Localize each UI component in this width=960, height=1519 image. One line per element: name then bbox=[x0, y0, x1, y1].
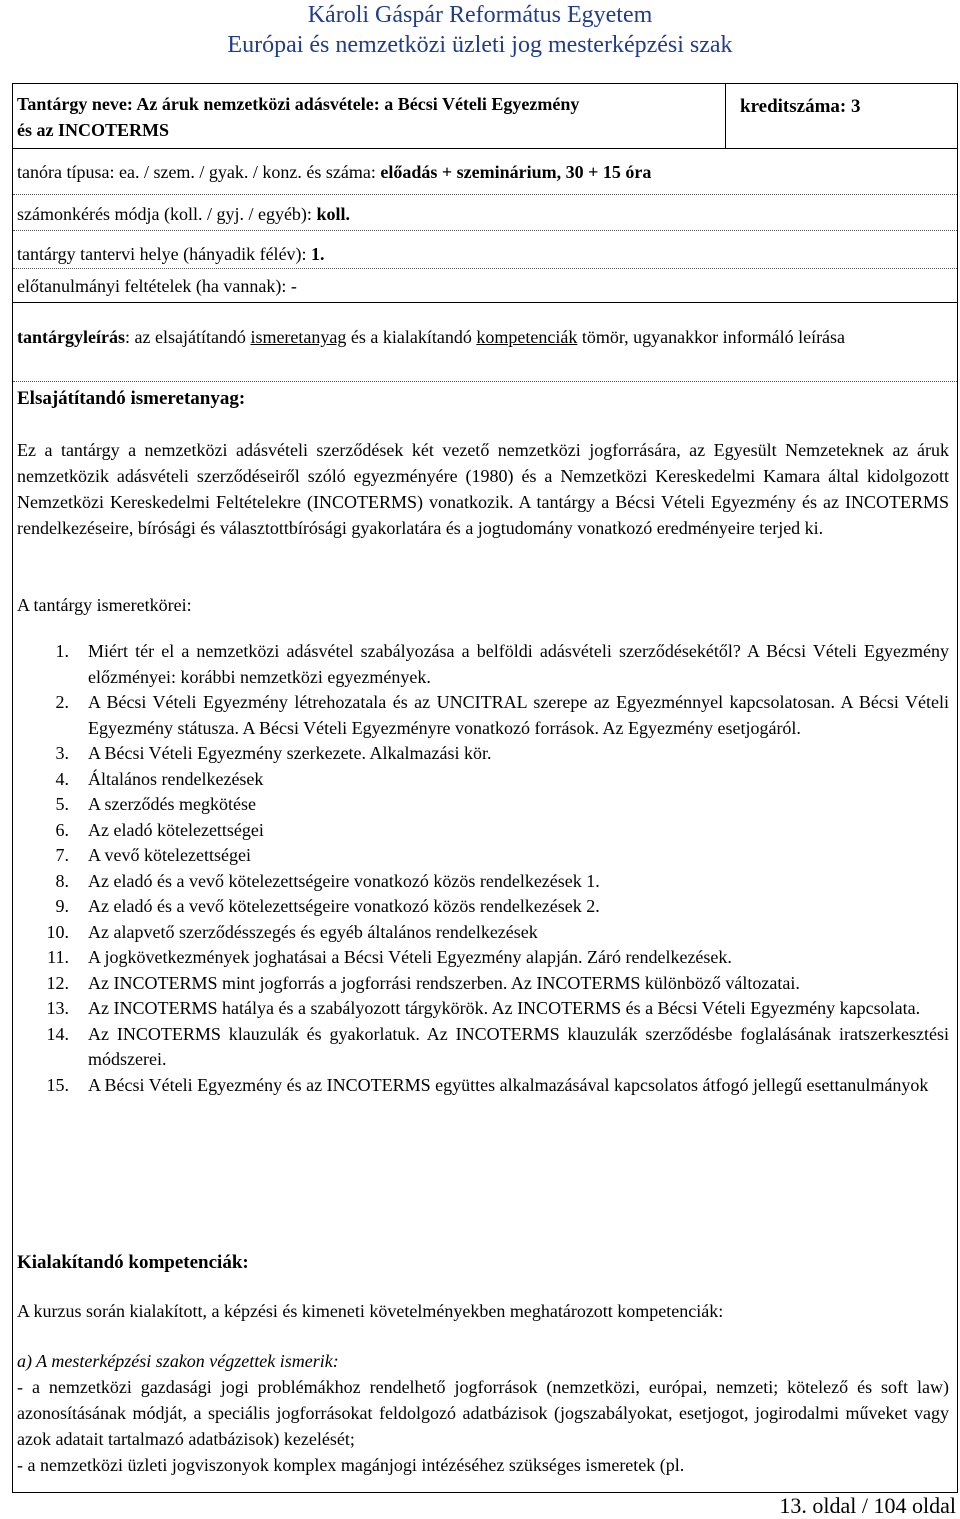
topic-number: 14. bbox=[46, 1023, 69, 1044]
semester-value: 1. bbox=[311, 244, 325, 264]
topic-item bbox=[17, 818, 949, 844]
description-row bbox=[17, 324, 949, 350]
topic-text: A Bécsi Vételi Egyezmény és az INCOTERMS együttes alkalmazásával kapcsolatos átfogó jellegű esettanulmányok bbox=[88, 1074, 929, 1095]
topic-number: 10. bbox=[46, 921, 69, 942]
knowledge-heading: Elsajátítandó ismeretanyag: bbox=[17, 388, 246, 409]
competence-term: kompetenciák bbox=[476, 327, 578, 347]
program-name: Európai és nemzetközi üzleti jog mesterképzési szak bbox=[227, 32, 733, 58]
topic-text: A Bécsi Vételi Egyezmény szerkezete. Alkalmazási kör. bbox=[88, 743, 492, 763]
topic-text: A szerződés megkötése bbox=[88, 794, 256, 814]
topic-text: Az alapvető szerződésszegés és egyéb általános rendelkezések bbox=[88, 921, 538, 942]
divider bbox=[13, 230, 957, 231]
class-type-value: előadás + szeminárium, 30 + 15 óra bbox=[380, 162, 652, 182]
topic-item bbox=[17, 894, 949, 920]
topic-number: 6. bbox=[55, 819, 69, 840]
divider bbox=[13, 194, 957, 195]
topic-item bbox=[17, 1022, 949, 1073]
course-title bbox=[13, 84, 726, 148]
class-type-row bbox=[17, 161, 651, 183]
topic-item bbox=[17, 1073, 949, 1099]
topic-text: A vevő kötelezettségei bbox=[88, 845, 251, 865]
topic-item bbox=[17, 945, 949, 971]
topic-text: Az eladó és a vevő kötelezettségeire vonatkozó közös rendelkezések 2. bbox=[88, 896, 600, 916]
topic-text: Az eladó kötelezettségei bbox=[88, 819, 264, 840]
topic-number: 15. bbox=[46, 1074, 69, 1095]
topic-number: 3. bbox=[55, 743, 69, 763]
semester-row bbox=[17, 243, 325, 265]
description-text: tömör, ugyanakkor informáló leírása bbox=[577, 327, 846, 347]
prerequisites: előtanulmányi feltételek (ha vannak): - bbox=[17, 276, 297, 296]
topic-item bbox=[17, 767, 949, 793]
competency-item: - a nemzetközi üzleti jogviszonyok komplex magánjogi intézéséhez szükséges ismeretek (pl. bbox=[17, 1455, 685, 1475]
topic-number: 13. bbox=[46, 998, 69, 1018]
topics-heading: A tantárgy ismeretkörei: bbox=[17, 595, 192, 615]
course-sheet bbox=[12, 83, 958, 1493]
description-text: és a kialakítandó bbox=[346, 327, 477, 347]
class-type-label: tanóra típusa: ea. / szem. / gyak. / konz. és száma: bbox=[17, 162, 376, 182]
topic-number: 12. bbox=[46, 972, 69, 993]
course-title-line2: és az INCOTERMS bbox=[17, 120, 169, 140]
page-number: 13. oldal / 104 oldal bbox=[779, 1493, 956, 1518]
exam-value: koll. bbox=[316, 204, 350, 224]
topic-text: Az eladó és a vevő kötelezettségeire vonatkozó közös rendelkezések 1. bbox=[88, 870, 600, 891]
exam-row bbox=[17, 203, 350, 225]
topic-number: 2. bbox=[55, 692, 69, 712]
description-label: tantárgyleírás bbox=[17, 327, 125, 347]
topic-item bbox=[17, 792, 949, 818]
topic-number: 7. bbox=[55, 845, 69, 865]
title-row bbox=[13, 84, 957, 149]
description-text: : az elsajátítandó bbox=[124, 327, 251, 347]
topic-item bbox=[17, 996, 949, 1022]
topic-text: Az INCOTERMS mint jogforrás a jogforrási rendszerben. Az INCOTERMS különböző változatai. bbox=[88, 972, 800, 993]
university-name: Károli Gáspár Református Egyetem bbox=[307, 2, 653, 28]
topic-text: A jogkövetkezmények joghatásai a Bécsi Vételi Egyezmény alapján. Záró rendelkezések. bbox=[88, 947, 732, 967]
knowledge-term: ismeretanyag bbox=[250, 327, 347, 347]
topic-item bbox=[17, 639, 949, 690]
topic-item bbox=[17, 869, 949, 895]
competencies-intro: A kurzus során kialakított, a képzési és kimeneti követelményekben meghatározott kompetenciák: bbox=[17, 1301, 724, 1321]
topic-number: 4. bbox=[55, 768, 69, 789]
competencies-subheading: a) A mesterképzési szakon végzettek ismerik: bbox=[17, 1351, 339, 1371]
topic-text: Az INCOTERMS klauzulák és gyakorlatuk. Az INCOTERMS klauzulák szerződésbe foglalásának iratszerkesztési módszerei. bbox=[88, 1023, 949, 1069]
topic-item bbox=[17, 920, 949, 946]
topic-text: Általános rendelkezések bbox=[88, 768, 264, 789]
topic-text: Az INCOTERMS hatálya és a szabályozott tárgykörök. Az INCOTERMS és a Bécsi Vételi Egyezmény kapcsolata. bbox=[88, 998, 921, 1018]
topic-item bbox=[17, 690, 949, 741]
topic-number: 1. bbox=[55, 641, 69, 661]
competency-item: - a nemzetközi gazdasági jogi problémákhoz rendelhető jogforrások (nemzetközi, európai, nemzeti; kötelező és soft law) azonosításának módját, a speciális jogforrásokat feldolgozó adatbázisok (jogszabályokat, esetjogot, jogirodalmi műveket vagy azok adatait tartalmazó adatbázisok) kezelését; bbox=[17, 1377, 949, 1449]
topic-item bbox=[17, 843, 949, 869]
competencies-heading: Kialakítandó kompetenciák: bbox=[17, 1252, 249, 1273]
topics-list bbox=[17, 639, 949, 1098]
topic-number: 5. bbox=[55, 794, 69, 814]
topic-item bbox=[17, 741, 949, 767]
topic-number: 9. bbox=[55, 896, 69, 916]
course-title-line1: Tantárgy neve: Az áruk nemzetközi adásvétele: a Bécsi Vételi Egyezmény bbox=[17, 94, 580, 114]
topic-number: 8. bbox=[55, 870, 69, 891]
topic-number: 11. bbox=[47, 947, 69, 967]
semester-label: tantárgy tantervi helye (hányadik félév): bbox=[17, 244, 307, 264]
credits: kreditszáma: 3 bbox=[740, 96, 861, 117]
divider bbox=[13, 268, 957, 269]
topic-text: A Bécsi Vételi Egyezmény létrehozatala és az UNCITRAL szerepe az Egyezménnyel kapcsolatosan. A Bécsi Vételi Egyezmény státusza. A Bécsi Vételi Egyezményre vonatkozó források. Az Egyezmény esetjogáról. bbox=[88, 692, 949, 738]
topic-text: Miért tér el a nemzetközi adásvétel szabályozása a belföldi adásvételi szerződésekétől? A Bécsi Vételi Egyezmény előzményei: korábbi nemzetközi egyezmények. bbox=[88, 641, 949, 687]
divider bbox=[13, 302, 957, 303]
topic-item bbox=[17, 971, 949, 997]
knowledge-paragraph: Ez a tantárgy a nemzetközi adásvételi szerződések két vezető nemzetközi jogforrására, az Egyesült Nemzeteknek az áruk nemzetközik adásvételi szerződéseiről szóló egyezményére (1980) és a Nemzetközi Kereskedelmi Kamara által kidolgozott Nemzetközi Kereskedelmi Feltételekre (INCOTERMS) vonatkozik. A tantárgy a Bécsi Vételi Egyezmény és az INCOTERMS rendelkezéseire, bírósági és választottbírósági gyakorlatára és a jogtudomány vonatkozó eredményeire terjed ki. bbox=[17, 440, 949, 538]
document-header bbox=[0, 0, 960, 60]
exam-label: számonkérés módja (koll. / gyj. / egyéb): bbox=[17, 204, 312, 224]
divider bbox=[13, 381, 957, 382]
